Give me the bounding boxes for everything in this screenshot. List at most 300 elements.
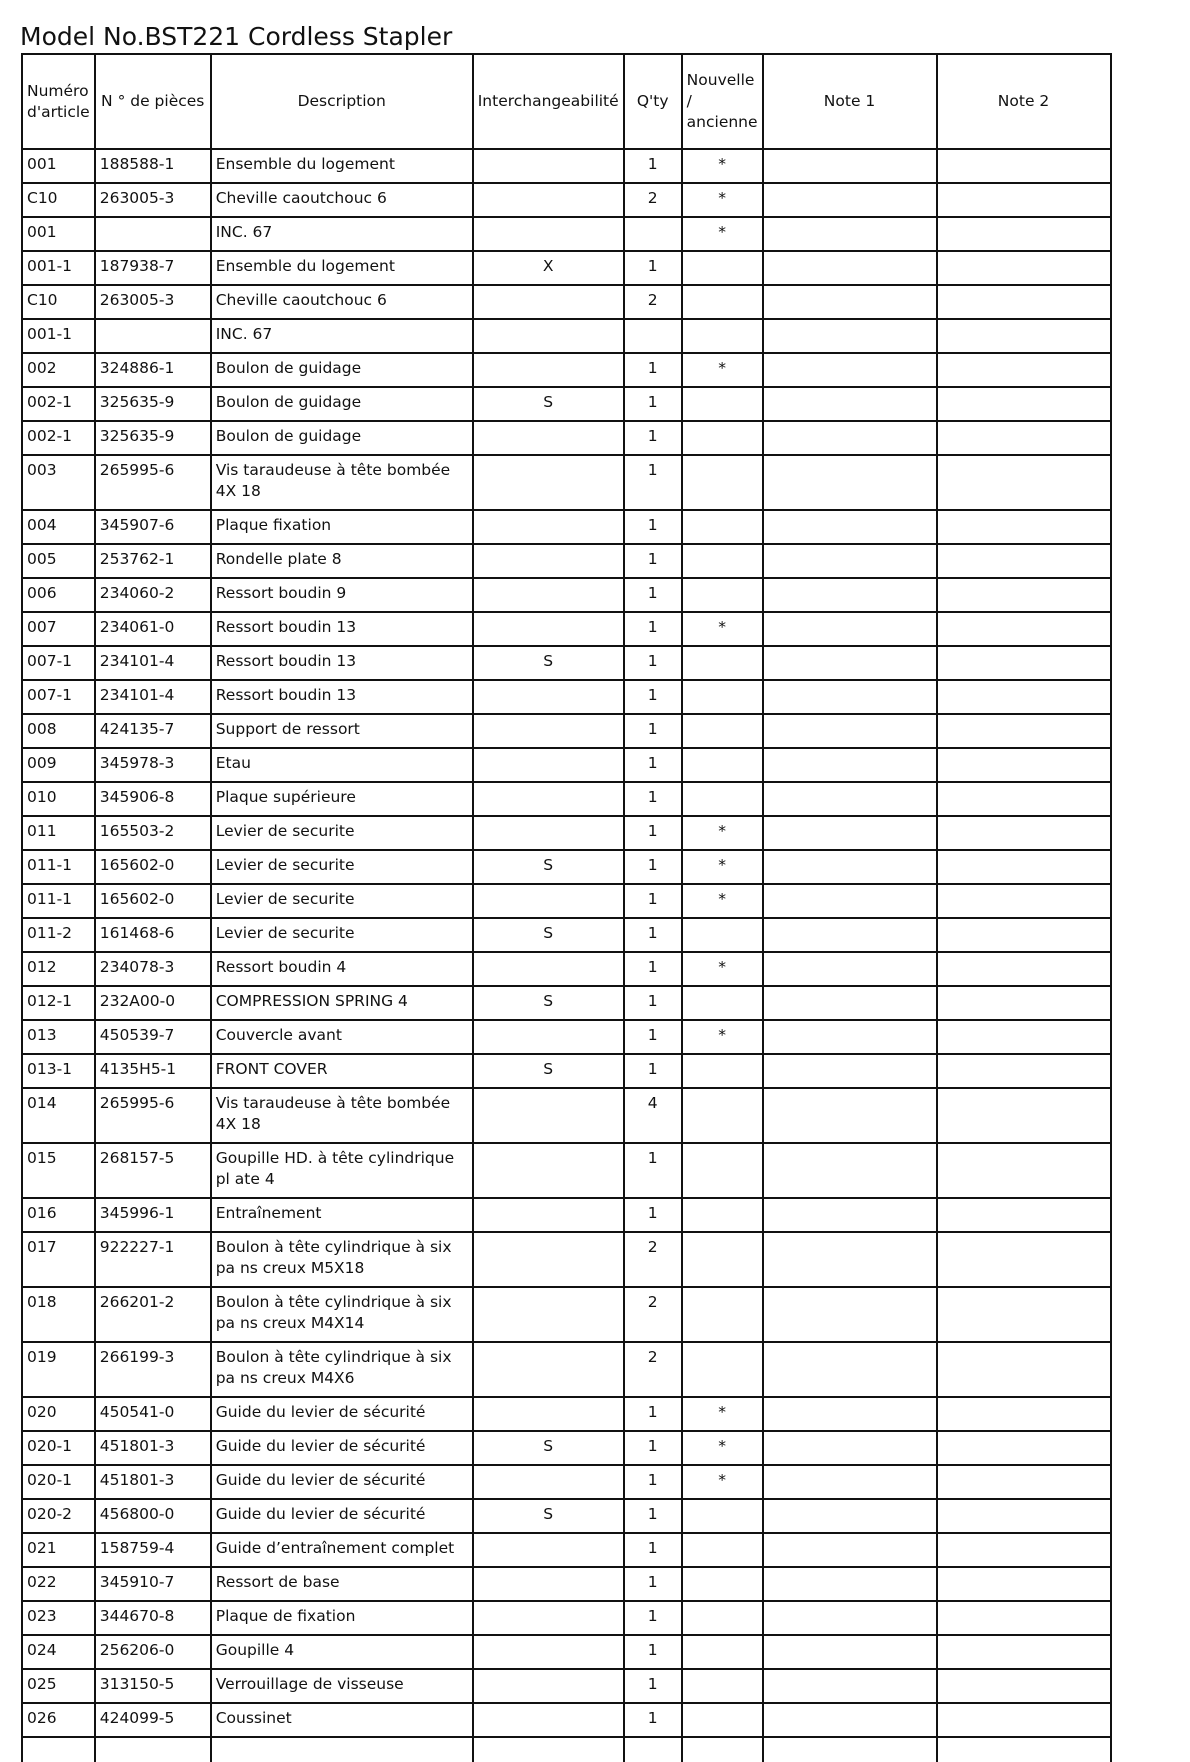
- cell-new-old: *: [682, 1431, 763, 1465]
- cell-description: Ensemble du logement: [211, 251, 473, 285]
- cell-description: Boulon de guidage: [211, 387, 473, 421]
- cell-new-old: *: [682, 816, 763, 850]
- cell-qty: 1: [624, 387, 682, 421]
- cell-note1: [763, 1431, 937, 1465]
- cell-note1: [763, 387, 937, 421]
- cell-qty: 1: [624, 612, 682, 646]
- cell-qty: 2: [624, 183, 682, 217]
- cell-part-no: 265995-6: [95, 455, 211, 510]
- cell-item-no: 013-1: [22, 1054, 95, 1088]
- cell-interchangeability: S: [473, 1431, 624, 1465]
- table-row: [22, 578, 1111, 612]
- header-interchangeability: Interchangeabilité: [473, 54, 624, 149]
- cell-interchangeability: [473, 1198, 624, 1232]
- cell-part-no: 265995-6: [95, 1088, 211, 1143]
- cell-item-no: C10: [22, 183, 95, 217]
- cell-description: Guide du levier de sécurité: [211, 1499, 473, 1533]
- cell-interchangeability: [473, 421, 624, 455]
- cell-interchangeability: [473, 149, 624, 183]
- cell-description: Goupille 4: [211, 1635, 473, 1669]
- cell-new-old: [682, 1198, 763, 1232]
- table-row: [22, 1020, 1111, 1054]
- cell-new-old: [682, 285, 763, 319]
- cell-qty: [624, 217, 682, 251]
- cell-qty: 1: [624, 1601, 682, 1635]
- cell-note2: [937, 986, 1111, 1020]
- cell-interchangeability: S: [473, 387, 624, 421]
- cell-new-old: [682, 1635, 763, 1669]
- cell-interchangeability: [473, 510, 624, 544]
- cell-interchangeability: [473, 1342, 624, 1397]
- cell-note1: [763, 1635, 937, 1669]
- cell-new-old: [682, 782, 763, 816]
- cell-note2: [937, 1054, 1111, 1088]
- cell-item-no: 002: [22, 353, 95, 387]
- cell-part-no: 313150-5: [95, 1669, 211, 1703]
- cell-item-no: 012-1: [22, 986, 95, 1020]
- cell-part-no: 451801-3: [95, 1431, 211, 1465]
- cell-qty: 1: [624, 1397, 682, 1431]
- table-row: [22, 680, 1111, 714]
- cell-empty: [682, 1737, 763, 1762]
- cell-part-no: 922227-1: [95, 1232, 211, 1287]
- cell-item-no: 010: [22, 782, 95, 816]
- cell-qty: 1: [624, 1533, 682, 1567]
- cell-item-no: 011-1: [22, 850, 95, 884]
- cell-note2: [937, 149, 1111, 183]
- cell-part-no: 450539-7: [95, 1020, 211, 1054]
- cell-note1: [763, 1601, 937, 1635]
- cell-part-no: 450541-0: [95, 1397, 211, 1431]
- cell-interchangeability: [473, 1533, 624, 1567]
- cell-qty: 1: [624, 680, 682, 714]
- cell-note1: [763, 1088, 937, 1143]
- cell-description: Guide du levier de sécurité: [211, 1397, 473, 1431]
- cell-part-no: 451801-3: [95, 1465, 211, 1499]
- cell-description: Levier de securite: [211, 918, 473, 952]
- cell-description: Levier de securite: [211, 884, 473, 918]
- table-row: [22, 1635, 1111, 1669]
- header-item-no: Numéro d'article: [22, 54, 95, 149]
- cell-part-no: 232A00-0: [95, 986, 211, 1020]
- cell-qty: 1: [624, 850, 682, 884]
- cell-item-no: 007-1: [22, 680, 95, 714]
- cell-item-no: 022: [22, 1567, 95, 1601]
- cell-interchangeability: [473, 1635, 624, 1669]
- cell-empty: [22, 1737, 95, 1762]
- cell-note1: [763, 1287, 937, 1342]
- cell-qty: 1: [624, 1465, 682, 1499]
- cell-note1: [763, 1465, 937, 1499]
- cell-description: Cheville caoutchouc 6: [211, 183, 473, 217]
- cell-new-old: [682, 1567, 763, 1601]
- table-row: [22, 544, 1111, 578]
- cell-item-no: 006: [22, 578, 95, 612]
- cell-qty: 1: [624, 986, 682, 1020]
- cell-note1: [763, 1533, 937, 1567]
- table-row: [22, 510, 1111, 544]
- cell-note2: [937, 455, 1111, 510]
- cell-description: Ressort boudin 9: [211, 578, 473, 612]
- cell-new-old: *: [682, 183, 763, 217]
- cell-description: Ressort boudin 13: [211, 612, 473, 646]
- cell-note2: [937, 1088, 1111, 1143]
- cell-note2: [937, 612, 1111, 646]
- cell-description: Cheville caoutchouc 6: [211, 285, 473, 319]
- cell-interchangeability: [473, 782, 624, 816]
- cell-description: Ressort boudin 4: [211, 952, 473, 986]
- cell-item-no: 001-1: [22, 319, 95, 353]
- cell-part-no: 234060-2: [95, 578, 211, 612]
- cell-qty: 2: [624, 285, 682, 319]
- cell-part-no: 161468-6: [95, 918, 211, 952]
- cell-qty: 1: [624, 455, 682, 510]
- cell-interchangeability: [473, 455, 624, 510]
- cell-note2: [937, 251, 1111, 285]
- cell-new-old: [682, 251, 763, 285]
- table-row: [22, 1143, 1111, 1198]
- cell-part-no: 234061-0: [95, 612, 211, 646]
- cell-new-old: [682, 748, 763, 782]
- cell-note1: [763, 680, 937, 714]
- cell-empty: [624, 1737, 682, 1762]
- cell-interchangeability: S: [473, 918, 624, 952]
- cell-new-old: *: [682, 149, 763, 183]
- cell-qty: 1: [624, 1499, 682, 1533]
- cell-note1: [763, 183, 937, 217]
- cell-new-old: [682, 319, 763, 353]
- cell-description: Vis taraudeuse à tête bombée 4X 18: [211, 1088, 473, 1143]
- cell-qty: 1: [624, 251, 682, 285]
- cell-qty: 1: [624, 884, 682, 918]
- cell-note2: [937, 918, 1111, 952]
- cell-interchangeability: [473, 217, 624, 251]
- cell-description: Boulon à tête cylindrique à six pa ns creux M4X6: [211, 1342, 473, 1397]
- cell-qty: 1: [624, 1020, 682, 1054]
- cell-empty: [763, 1737, 937, 1762]
- cell-note1: [763, 319, 937, 353]
- cell-qty: 1: [624, 1567, 682, 1601]
- cell-item-no: 021: [22, 1533, 95, 1567]
- cell-item-no: 005: [22, 544, 95, 578]
- cell-note2: [937, 850, 1111, 884]
- cell-new-old: [682, 421, 763, 455]
- cell-qty: 1: [624, 1143, 682, 1198]
- cell-qty: 1: [624, 816, 682, 850]
- cell-part-no: 345910-7: [95, 1567, 211, 1601]
- cell-description: Boulon à tête cylindrique à six pa ns creux M5X18: [211, 1232, 473, 1287]
- cell-new-old: [682, 1703, 763, 1737]
- cell-interchangeability: [473, 1465, 624, 1499]
- table-row: [22, 782, 1111, 816]
- cell-interchangeability: [473, 1703, 624, 1737]
- cell-note1: [763, 1499, 937, 1533]
- cell-note2: [937, 1533, 1111, 1567]
- cell-part-no: 165602-0: [95, 850, 211, 884]
- cell-interchangeability: [473, 816, 624, 850]
- cell-qty: [624, 319, 682, 353]
- cell-description: Boulon à tête cylindrique à six pa ns creux M4X14: [211, 1287, 473, 1342]
- table-row: [22, 183, 1111, 217]
- cell-new-old: *: [682, 1397, 763, 1431]
- cell-note2: [937, 782, 1111, 816]
- cell-interchangeability: [473, 1287, 624, 1342]
- cell-note2: [937, 884, 1111, 918]
- cell-description: Ressort boudin 13: [211, 646, 473, 680]
- cell-item-no: 024: [22, 1635, 95, 1669]
- cell-new-old: [682, 578, 763, 612]
- cell-note2: [937, 1198, 1111, 1232]
- cell-new-old: [682, 646, 763, 680]
- cell-note2: [937, 1567, 1111, 1601]
- cell-part-no: 234101-4: [95, 680, 211, 714]
- cell-empty: [473, 1737, 624, 1762]
- cell-note1: [763, 578, 937, 612]
- cell-note2: [937, 748, 1111, 782]
- cell-description: INC. 67: [211, 217, 473, 251]
- cell-part-no: 188588-1: [95, 149, 211, 183]
- cell-qty: 1: [624, 1431, 682, 1465]
- cell-part-no: 165503-2: [95, 816, 211, 850]
- cell-part-no: 187938-7: [95, 251, 211, 285]
- table-row: [22, 816, 1111, 850]
- cell-interchangeability: S: [473, 986, 624, 1020]
- cell-description: Plaque de fixation: [211, 1601, 473, 1635]
- table-row: [22, 884, 1111, 918]
- cell-item-no: C10: [22, 285, 95, 319]
- cell-note1: [763, 782, 937, 816]
- cell-new-old: *: [682, 353, 763, 387]
- cell-note2: [937, 1020, 1111, 1054]
- cell-note1: [763, 816, 937, 850]
- cell-description: Boulon de guidage: [211, 421, 473, 455]
- cell-empty: [937, 1737, 1111, 1762]
- table-row: [22, 1431, 1111, 1465]
- cell-note1: [763, 850, 937, 884]
- cell-new-old: *: [682, 952, 763, 986]
- cell-qty: 1: [624, 646, 682, 680]
- table-row: [22, 1397, 1111, 1431]
- cell-interchangeability: S: [473, 850, 624, 884]
- cell-item-no: 002-1: [22, 421, 95, 455]
- cell-item-no: 023: [22, 1601, 95, 1635]
- cell-note2: [937, 1499, 1111, 1533]
- cell-note2: [937, 1342, 1111, 1397]
- cell-item-no: 001: [22, 217, 95, 251]
- cell-description: Levier de securite: [211, 850, 473, 884]
- table-row: [22, 251, 1111, 285]
- cell-description: Guide du levier de sécurité: [211, 1431, 473, 1465]
- cell-note1: [763, 884, 937, 918]
- cell-qty: 2: [624, 1287, 682, 1342]
- cell-note1: [763, 510, 937, 544]
- cell-note1: [763, 1567, 937, 1601]
- cell-note1: [763, 1669, 937, 1703]
- cell-item-no: 015: [22, 1143, 95, 1198]
- cell-new-old: *: [682, 884, 763, 918]
- cell-description: Ressort boudin 13: [211, 680, 473, 714]
- cell-qty: 1: [624, 918, 682, 952]
- cell-qty: 2: [624, 1232, 682, 1287]
- cell-note2: [937, 421, 1111, 455]
- cell-description: Plaque supérieure: [211, 782, 473, 816]
- cell-new-old: [682, 1342, 763, 1397]
- cell-item-no: 012: [22, 952, 95, 986]
- cell-qty: 1: [624, 149, 682, 183]
- cell-part-no: 345907-6: [95, 510, 211, 544]
- cell-note2: [937, 544, 1111, 578]
- header-new-old: Nouvelle / ancienne: [682, 54, 763, 149]
- cell-note2: [937, 1397, 1111, 1431]
- cell-note1: [763, 455, 937, 510]
- cell-item-no: 013: [22, 1020, 95, 1054]
- cell-description: Rondelle plate 8: [211, 544, 473, 578]
- cell-new-old: [682, 387, 763, 421]
- table-row: [22, 1465, 1111, 1499]
- cell-description: Ressort de base: [211, 1567, 473, 1601]
- cell-item-no: 007: [22, 612, 95, 646]
- cell-new-old: [682, 680, 763, 714]
- cell-empty: [211, 1737, 473, 1762]
- cell-interchangeability: [473, 748, 624, 782]
- cell-qty: 1: [624, 1703, 682, 1737]
- cell-qty: 1: [624, 578, 682, 612]
- table-row: [22, 1088, 1111, 1143]
- cell-description: Plaque fixation: [211, 510, 473, 544]
- cell-description: Verrouillage de visseuse: [211, 1669, 473, 1703]
- cell-note2: [937, 510, 1111, 544]
- cell-note1: [763, 1397, 937, 1431]
- cell-item-no: 004: [22, 510, 95, 544]
- cell-note2: [937, 1143, 1111, 1198]
- cell-description: Ensemble du logement: [211, 149, 473, 183]
- cell-new-old: [682, 1287, 763, 1342]
- cell-note1: [763, 149, 937, 183]
- cell-part-no: 263005-3: [95, 285, 211, 319]
- table-row: [22, 1669, 1111, 1703]
- cell-note2: [937, 680, 1111, 714]
- cell-description: Vis taraudeuse à tête bombée 4X 18: [211, 455, 473, 510]
- cell-part-no: 424099-5: [95, 1703, 211, 1737]
- cell-part-no: 424135-7: [95, 714, 211, 748]
- cell-part-no: 263005-3: [95, 183, 211, 217]
- cell-note1: [763, 1143, 937, 1198]
- table-row: [22, 1198, 1111, 1232]
- header-note1: Note 1: [763, 54, 937, 149]
- page-title: Model No.BST221 Cordless Stapler: [20, 22, 453, 51]
- cell-description: Entraînement: [211, 1198, 473, 1232]
- cell-item-no: 001: [22, 149, 95, 183]
- cell-interchangeability: [473, 1601, 624, 1635]
- table-row: [22, 952, 1111, 986]
- cell-interchangeability: [473, 319, 624, 353]
- cell-interchangeability: [473, 1232, 624, 1287]
- cell-interchangeability: S: [473, 1054, 624, 1088]
- cell-note2: [937, 1635, 1111, 1669]
- cell-note1: [763, 544, 937, 578]
- table-row: [22, 387, 1111, 421]
- cell-note2: [937, 353, 1111, 387]
- cell-new-old: [682, 1232, 763, 1287]
- cell-note2: [937, 1601, 1111, 1635]
- table-row: [22, 353, 1111, 387]
- cell-item-no: 020-1: [22, 1465, 95, 1499]
- cell-interchangeability: [473, 353, 624, 387]
- cell-part-no: 345906-8: [95, 782, 211, 816]
- table-row: [22, 217, 1111, 251]
- cell-new-old: [682, 986, 763, 1020]
- cell-item-no: 001-1: [22, 251, 95, 285]
- table-row: [22, 612, 1111, 646]
- table-row: [22, 319, 1111, 353]
- cell-item-no: 020: [22, 1397, 95, 1431]
- cell-interchangeability: [473, 1020, 624, 1054]
- cell-note2: [937, 217, 1111, 251]
- cell-part-no: 253762-1: [95, 544, 211, 578]
- cell-new-old: *: [682, 612, 763, 646]
- cell-part-no: 345978-3: [95, 748, 211, 782]
- header-row: [22, 54, 1111, 149]
- cell-note2: [937, 1287, 1111, 1342]
- cell-description: Goupille HD. à tête cylindrique pl ate 4: [211, 1143, 473, 1198]
- cell-new-old: *: [682, 850, 763, 884]
- cell-item-no: 014: [22, 1088, 95, 1143]
- cell-item-no: 011-1: [22, 884, 95, 918]
- cell-part-no: 268157-5: [95, 1143, 211, 1198]
- cell-interchangeability: [473, 680, 624, 714]
- cell-part-no: 456800-0: [95, 1499, 211, 1533]
- table-row: [22, 1342, 1111, 1397]
- cell-note1: [763, 421, 937, 455]
- cell-new-old: [682, 1601, 763, 1635]
- table-row: [22, 1054, 1111, 1088]
- cell-note2: [937, 183, 1111, 217]
- cell-note2: [937, 319, 1111, 353]
- cell-part-no: 234078-3: [95, 952, 211, 986]
- cell-interchangeability: [473, 1669, 624, 1703]
- cell-part-no: 234101-4: [95, 646, 211, 680]
- cell-new-old: [682, 1669, 763, 1703]
- cell-qty: 1: [624, 1198, 682, 1232]
- cell-item-no: 025: [22, 1669, 95, 1703]
- cell-item-no: 019: [22, 1342, 95, 1397]
- cell-note1: [763, 748, 937, 782]
- cell-new-old: *: [682, 1020, 763, 1054]
- cell-part-no: [95, 319, 211, 353]
- cell-note2: [937, 387, 1111, 421]
- cell-note2: [937, 1669, 1111, 1703]
- cell-new-old: [682, 1499, 763, 1533]
- cell-interchangeability: [473, 285, 624, 319]
- cell-description: Guide du levier de sécurité: [211, 1465, 473, 1499]
- cell-interchangeability: [473, 884, 624, 918]
- cell-item-no: 017: [22, 1232, 95, 1287]
- table-row: [22, 1567, 1111, 1601]
- cell-item-no: 007-1: [22, 646, 95, 680]
- table-row: [22, 1601, 1111, 1635]
- cell-item-no: 018: [22, 1287, 95, 1342]
- table-row: [22, 421, 1111, 455]
- cell-item-no: 016: [22, 1198, 95, 1232]
- cell-description: Couvercle avant: [211, 1020, 473, 1054]
- cell-qty: 1: [624, 1054, 682, 1088]
- header-note2: Note 2: [937, 54, 1111, 149]
- cell-description: Etau: [211, 748, 473, 782]
- table-row-cutoff: [22, 1737, 1111, 1762]
- cell-empty: [95, 1737, 211, 1762]
- cell-part-no: 344670-8: [95, 1601, 211, 1635]
- cell-note1: [763, 986, 937, 1020]
